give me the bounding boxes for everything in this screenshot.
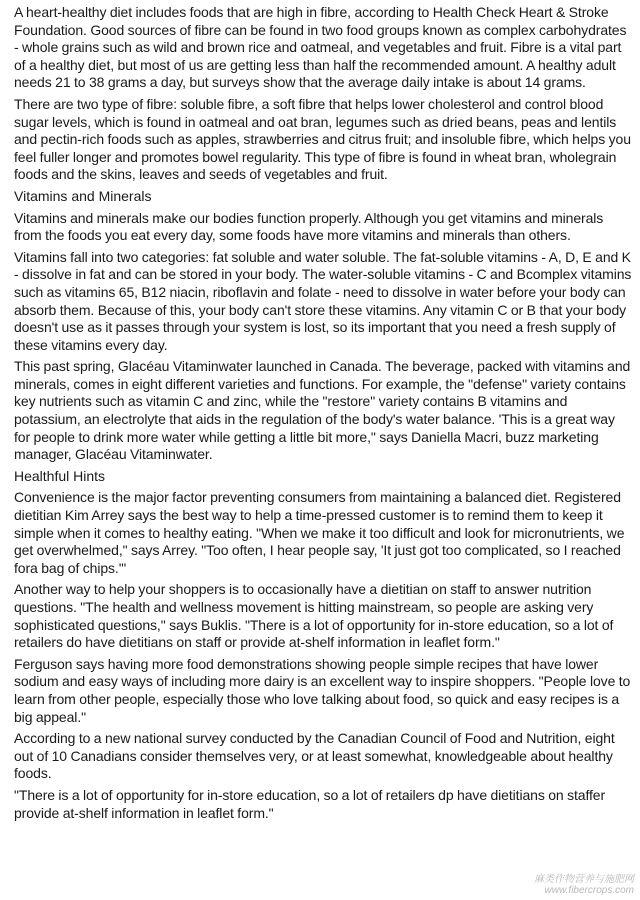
- heading-healthful-hints: Healthful Hints: [14, 467, 106, 484]
- paragraph-vitaminwater: This past spring, Glacéau Vitaminwater launched in Canada. The beverage, packed with vitamins and minerals, comes in eight different varieties and functions. For example, the "defense" variety contains key nutrients such as vitamin C and zinc, while the "restore" variety contains B vitamins and potassium, an electrolyte that aids in the regulation of the body's water balance. 'This is a great way for people to drink more water while getting a little bit more," says Daniella Macri, buzz marketing manager, Glacéau Vitaminwater.: [14, 358, 631, 463]
- site-watermark: [534, 874, 634, 896]
- paragraph-convenience: Convenience is the major factor preventing consumers from maintaining a balanced diet. Registered dietitian Kim Arrey says the best way to help a time-pressed customer is to remind them to keep it simple when it comes to healthy eating. "When we make it too difficult and look for micronutrients, we get overwhelmed," says Arrey. "Too often, I hear people say, 'It just got too complicated, so I reached fora bag of chips.'": [14, 489, 625, 576]
- watermark-url: www.fibercrops.com: [544, 885, 634, 896]
- paragraph-survey: According to a new national survey conducted by the Canadian Council of Food and Nutrition, eight out of 10 Canadians consider themselves very, or at least somewhat, knowledgeable about healthy foods.: [14, 730, 615, 782]
- paragraph-dietitian: Another way to help your shoppers is to occasionally have a dietitian on staff to answer nutrition questions. "The health and wellness movement is hitting mainstream, so people are asking very sophisticated questions," says Buklis. "There is a lot of opportunity for in-store education, so a lot of retailers do have dietitians on staff or provide at-shelf information in leaflet form.": [14, 581, 614, 651]
- watermark-site-name: 麻类作物营养与施肥网: [534, 874, 634, 885]
- article-body: [14, 4, 634, 826]
- paragraph-fibre-types: There are two type of fibre: soluble fibre, a soft fibre that helps lower cholesterol and control blood sugar levels, which is found in oatmeal and oat bran, legumes such as dried beans, peas and lentils and pectin-rich foods such as apples, strawberries and citrus fruit; and insoluble fibre, which helps you feel fuller longer and promotes bowel regularity. This type of fibre is found in wheat bran, wholegrain foods and the skins, leaves and seeds of vegetables and fruit.: [14, 95, 631, 183]
- paragraph-food-demos: Ferguson says having more food demonstrations showing people simple recipes that have lower sodium and easy ways of including more dairy is an excellent way to inspire shoppers. "People love to learn from other people, especially those who love talking about food, so quick and easy recipes is a big appeal.": [14, 655, 631, 725]
- heading-vitamins-minerals: Vitamins and Minerals: [14, 187, 152, 204]
- paragraph-closing-quote: "There is a lot of opportunity for in-store education, so a lot of retailers dp have dietitians on staffer provide at-shelf information in leaflet form.": [14, 786, 606, 821]
- paragraph-vitamin-categories: Vitamins fall into two categories: fat soluble and water soluble. The fat-soluble vitamins - A, D, E and K - dissolve in fat and can be stored in your body. The water-soluble vitamins - C and Bcomplex vitamins such as vitamins 65, B12 niacin, riboflavin and folate - need to dissolve in water before your body can absorb them. Because of this, your body can't store these vitamins. Any vitamin C or B that your body doesn't use as it passes through your system is lost, so its important that you need a fresh supply of these vitamins every day.: [14, 248, 632, 353]
- paragraph-fibre-intro: A heart-healthy diet includes foods that are high in fibre, according to Health Check Heart & Stroke Foundation. Good sources of fibre can be found in two food groups known as complex carbohydrates - whole grains such as wild and brown rice and oatmeal, and vegetables and fruit. Fibre is a vital part of a healthy diet, but most of us are getting less than half the recommended amount. A healthy adult needs 21 to 38 grams a day, but surveys show that the average daily intake is about 14 grams.: [14, 4, 627, 91]
- paragraph-vitamins-intro: Vitamins and minerals make our bodies function properly. Although you get vitamins and minerals from the foods you eat every day, some foods have more vitamins and minerals than others.: [14, 209, 604, 244]
